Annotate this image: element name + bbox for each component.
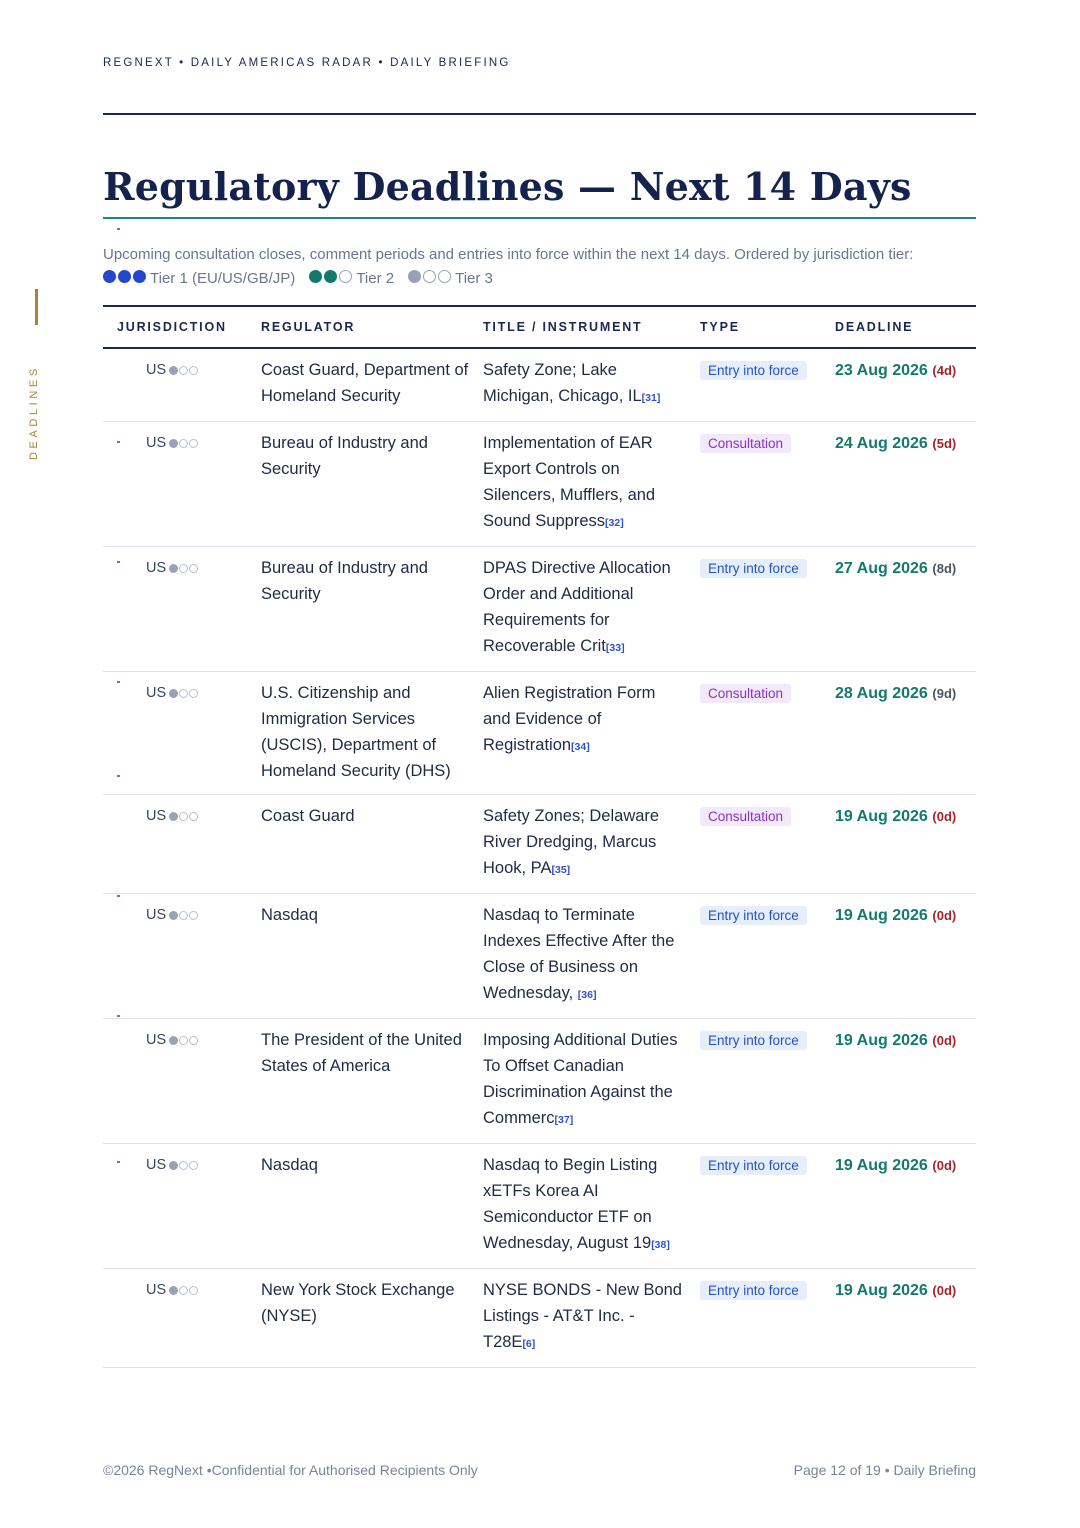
tier-3-dots-icon (169, 1286, 198, 1295)
jurisdiction-cell (103, 1019, 261, 1144)
deadline-cell (835, 795, 976, 894)
deadline-cell (835, 547, 976, 672)
col-header-deadline: DEADLINE (835, 306, 976, 348)
days-remaining: (9d) (932, 686, 957, 701)
instrument-title: Implementation of EAR Export Controls on Silencers, Mufflers, and Sound Suppress (483, 434, 656, 530)
title-cell (483, 1269, 700, 1368)
days-remaining: (0d) (932, 908, 957, 923)
tick-mark (117, 1015, 120, 1017)
regulator-cell: Bureau of Industry and Security (261, 422, 483, 547)
deadline-date: 23 Aug 2026 (835, 362, 928, 379)
regulator-cell: Nasdaq (261, 894, 483, 1019)
col-header-title: TITLE / INSTRUMENT (483, 306, 700, 348)
title-cell (483, 795, 700, 894)
type-badge: Entry into force (700, 906, 807, 925)
table-row (103, 547, 976, 672)
legend-label: Tier 3 (455, 270, 493, 287)
source-ref-link[interactable]: [32] (605, 517, 624, 529)
jurisdiction-cell (103, 1144, 261, 1269)
days-remaining: (4d) (932, 363, 957, 378)
header-rule (103, 113, 976, 115)
jurisdiction-cell (103, 1269, 261, 1368)
jurisdiction-cell (103, 894, 261, 1019)
deadline-cell (835, 1269, 976, 1368)
tier-3-dots-icon (169, 564, 198, 573)
jurisdiction-cell (103, 795, 261, 894)
type-cell (700, 795, 835, 894)
deadline-cell (835, 1144, 976, 1269)
table-row (103, 1019, 976, 1144)
tier-dots-icon (309, 270, 352, 283)
regulator-cell: Coast Guard (261, 795, 483, 894)
deadline-date: 19 Aug 2026 (835, 907, 928, 924)
instrument-title: Alien Registration Form and Evidence of Registration (483, 684, 656, 754)
jurisdiction-code: US (146, 1032, 167, 1048)
col-header-type: TYPE (700, 306, 835, 348)
jurisdiction-code: US (146, 435, 167, 451)
title-cell (483, 672, 700, 795)
table-row (103, 1269, 976, 1368)
deadline-cell (835, 672, 976, 795)
jurisdiction-code: US (146, 808, 167, 824)
type-cell (700, 1019, 835, 1144)
regulator-cell: The President of the United States of America (261, 1019, 483, 1144)
deadline-date: 24 Aug 2026 (835, 435, 928, 452)
table-header-row (103, 306, 976, 348)
tier-dots-icon (408, 270, 451, 283)
type-cell (700, 672, 835, 795)
page-title: Regulatory Deadlines — Next 14 Days (103, 164, 912, 209)
regulator-cell: Nasdaq (261, 1144, 483, 1269)
jurisdiction-code: US (146, 560, 167, 576)
type-badge: Entry into force (700, 361, 807, 380)
deadline-cell (835, 422, 976, 547)
instrument-title: Nasdaq to Terminate Indexes Effective After the Close of Business on Wednesday, (483, 906, 675, 1002)
source-ref-link[interactable]: [31] (641, 392, 661, 404)
source-ref-link[interactable]: [38] (651, 1239, 670, 1251)
col-header-regulator: REGULATOR (261, 306, 483, 348)
legend-item-tier-3 (408, 267, 493, 291)
tick-mark (117, 895, 120, 897)
deadline-cell (835, 1019, 976, 1144)
title-cell (483, 547, 700, 672)
days-remaining: (0d) (932, 809, 957, 824)
tier-3-dots-icon (169, 439, 198, 448)
jurisdiction-cell (103, 672, 261, 795)
tier-3-dots-icon (169, 911, 198, 920)
type-badge: Entry into force (700, 1031, 807, 1050)
type-badge: Consultation (700, 684, 791, 703)
side-section-label: DEADLINES (28, 365, 40, 460)
regulator-cell: U.S. Citizenship and Immigration Services (USCIS), Department of Homeland Security (DHS) (261, 672, 483, 795)
table-row (103, 348, 976, 422)
type-badge: Entry into force (700, 1281, 807, 1300)
jurisdiction-code: US (146, 907, 167, 923)
table-row (103, 422, 976, 547)
type-cell (700, 547, 835, 672)
regulator-cell: Coast Guard, Department of Homeland Security (261, 348, 483, 422)
source-ref-link[interactable]: [36] (577, 989, 597, 1001)
tick-mark (117, 775, 120, 777)
table-row (103, 894, 976, 1019)
days-remaining: (0d) (932, 1033, 957, 1048)
type-badge: Consultation (700, 434, 791, 453)
tick-mark (117, 228, 120, 230)
days-remaining: (0d) (932, 1158, 957, 1173)
source-ref-link[interactable]: [6] (522, 1338, 536, 1350)
source-ref-link[interactable]: [34] (571, 741, 590, 753)
legend-item-tier-1 (103, 267, 295, 291)
deadlines-table (103, 305, 976, 1368)
days-remaining: (5d) (932, 436, 957, 451)
tier-3-dots-icon (169, 1161, 198, 1170)
instrument-title: Nasdaq to Begin Listing xETFs Korea AI Semiconductor ETF on Wednesday, August 19 (483, 1156, 658, 1252)
source-ref-link[interactable]: [33] (605, 642, 625, 654)
deadline-date: 19 Aug 2026 (835, 1032, 928, 1049)
deadline-date: 27 Aug 2026 (835, 560, 928, 577)
jurisdiction-cell (103, 348, 261, 422)
days-remaining: (0d) (932, 1283, 957, 1298)
tier-legend (103, 267, 983, 291)
table-row (103, 1144, 976, 1269)
type-cell (700, 1144, 835, 1269)
type-cell (700, 1269, 835, 1368)
footer-copyright: ©2026 RegNext •Confidential for Authorised Recipients Only (103, 1462, 478, 1478)
tick-mark (117, 441, 120, 443)
instrument-title: DPAS Directive Allocation Order and Additional Requirements for Recoverable Crit (483, 559, 671, 655)
jurisdiction-code: US (146, 685, 167, 701)
title-rule (103, 217, 976, 219)
title-cell (483, 894, 700, 1019)
jurisdiction-code: US (146, 362, 167, 378)
jurisdiction-code: US (146, 1282, 167, 1298)
footer-page-number: Page 12 of 19 • Daily Briefing (793, 1462, 976, 1478)
regulator-cell: New York Stock Exchange (NYSE) (261, 1269, 483, 1368)
jurisdiction-cell (103, 422, 261, 547)
deadline-date: 19 Aug 2026 (835, 1282, 928, 1299)
tick-mark (117, 561, 120, 563)
tier-3-dots-icon (169, 366, 198, 375)
deadline-cell (835, 894, 976, 1019)
side-tab-marker (35, 289, 38, 325)
title-cell (483, 348, 700, 422)
jurisdiction-cell (103, 547, 261, 672)
regulator-cell: Bureau of Industry and Security (261, 547, 483, 672)
tier-dots-icon (103, 270, 146, 283)
legend-label: Tier 2 (356, 270, 395, 287)
deadline-date: 19 Aug 2026 (835, 808, 928, 825)
instrument-title: Safety Zone; Lake Michigan, Chicago, IL (483, 361, 642, 405)
instrument-title: Safety Zones; Delaware River Dredging, Marcus Hook, PA (483, 807, 660, 877)
jurisdiction-code: US (146, 1157, 167, 1173)
table-row (103, 795, 976, 894)
instrument-title: NYSE BONDS - New Bond Listings - AT&T Inc. - T28E (483, 1281, 682, 1351)
tier-3-dots-icon (169, 812, 198, 821)
running-head: REGNEXT • DAILY AMERICAS RADAR • DAILY BRIEFING (103, 57, 511, 69)
source-ref-link[interactable]: [35] (551, 864, 571, 876)
title-cell (483, 422, 700, 547)
type-badge: Entry into force (700, 559, 807, 578)
tick-mark (117, 681, 120, 683)
title-cell (483, 1144, 700, 1269)
source-ref-link[interactable]: [37] (554, 1114, 574, 1126)
days-remaining: (8d) (932, 561, 957, 576)
tier-3-dots-icon (169, 689, 198, 698)
tier-3-dots-icon (169, 1036, 198, 1045)
type-cell (700, 894, 835, 1019)
intro-text: Upcoming consultation closes, comment periods and entries into force within the next 14 days. Ordered by jurisdiction tier: (103, 246, 914, 263)
table-row (103, 672, 976, 795)
type-badge: Entry into force (700, 1156, 807, 1175)
tick-mark (117, 1161, 120, 1163)
legend-label: Tier 1 (EU/US/GB/JP) (150, 270, 296, 287)
legend-item-tier-2 (309, 267, 394, 291)
type-cell (700, 348, 835, 422)
col-header-jurisdiction: JURISDICTION (103, 306, 261, 348)
deadline-date: 28 Aug 2026 (835, 685, 928, 702)
instrument-title: Imposing Additional Duties To Offset Canadian Discrimination Against the Commerc (483, 1031, 678, 1127)
deadline-cell (835, 348, 976, 422)
deadline-date: 19 Aug 2026 (835, 1157, 928, 1174)
intro-block (103, 243, 983, 291)
type-badge: Consultation (700, 807, 791, 826)
type-cell (700, 422, 835, 547)
title-cell (483, 1019, 700, 1144)
